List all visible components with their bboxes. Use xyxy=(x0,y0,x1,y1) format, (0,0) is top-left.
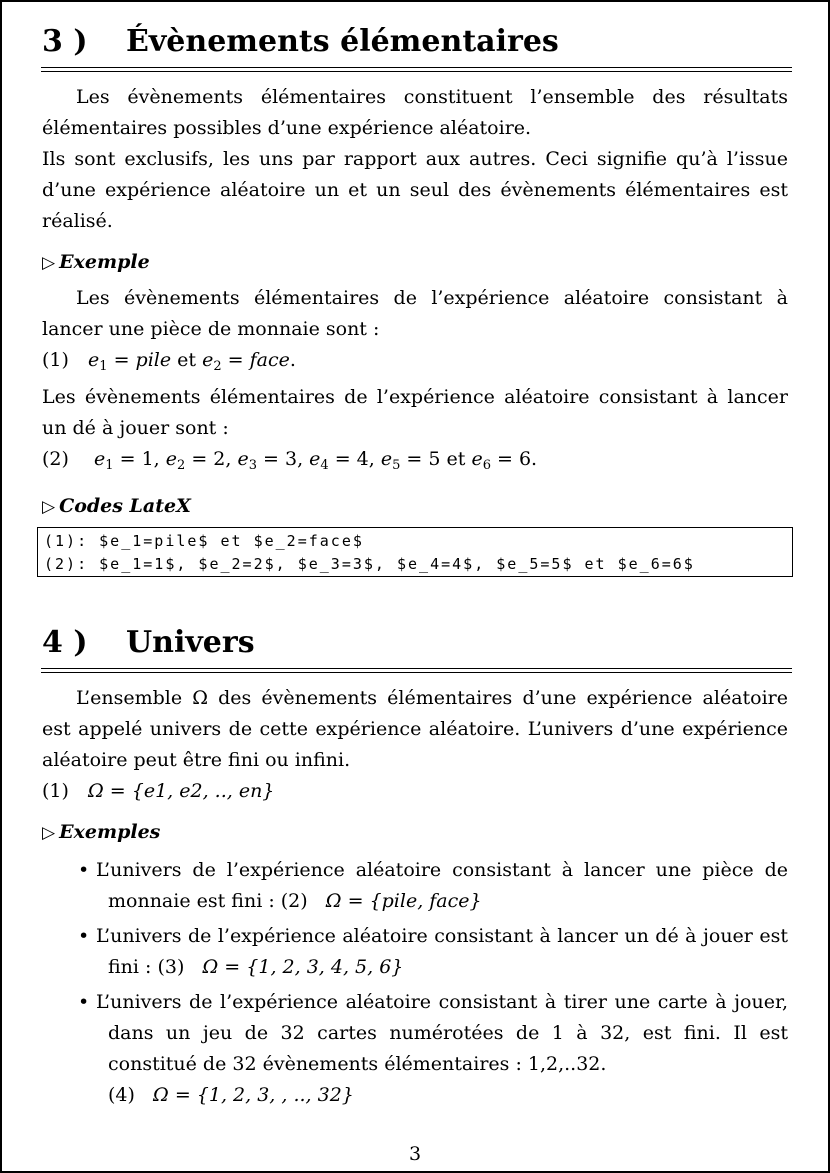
eq2-part: $e_1 = 1$, xyxy=(94,448,166,473)
list-item: • L’univers de l’expérience aléatoire consistant à lancer une pièce de monnaie est fini : (2) Ω = {pile, face} xyxy=(42,855,788,917)
heading-rule xyxy=(41,668,792,673)
triangle-right-icon: ▷ xyxy=(42,823,56,843)
eq2-part: $e_6 = 6$. xyxy=(471,448,538,473)
paragraph: Les évènements élémentaires constituent l’ensemble des résultats élémentaires possibles d’une expérience aléatoire. xyxy=(42,86,788,139)
eq2-part: $e_2 = 2$, xyxy=(165,448,238,473)
code-line: (2): $e_1=1$, $e_2=2$, $e_3=3$, $e_4=4$, $e_5=5$ et $e_6=6$ xyxy=(44,555,695,573)
triangle-right-icon: ▷ xyxy=(42,497,56,517)
eq2-part: $e_5 = 5$ et xyxy=(380,448,472,473)
paragraph: L’ensemble Ω des évènements élémentaires d’une expérience aléatoire est appelé univers de cette expérience aléatoire. L’univers d’une expérience aléatoire peut être fini ou infini. xyxy=(42,687,788,771)
list-item: • L’univers de l’expérience aléatoire consistant à tirer une carte à jouer, dans un jeu de 32 cartes numérotées de 1 à 32, est fini. Il est constitué de 32 évènements élémentaires : 1,2,..32. (4) Ω = {1, 2, 3, , .., 32} xyxy=(42,987,788,1111)
section-4-heading xyxy=(42,625,788,665)
latex-heading: ▷ Codes LateX xyxy=(42,495,191,517)
examples-heading: ▷ Exemples xyxy=(42,821,161,843)
page-number: 3 xyxy=(408,1143,422,1165)
equation-2: (2) $e_1 = 1$, $e_2 = 2$, $e_3 = 3$, $e_4 = 4$, $e_5 = 5$ et $e_6 = 6$. xyxy=(42,448,538,473)
examples-list xyxy=(42,855,788,1111)
code-line: (1): $e_1=pile$ et $e_2=face$ xyxy=(44,532,364,550)
eq2-part: $e_4 = 4$, xyxy=(309,448,381,473)
section-3-heading xyxy=(42,24,788,64)
paragraph: Ils sont exclusifs, les uns par rapport aux autres. Ceci signifie qu’à l’issue d’une expérience aléatoire un et un seul des évènements élémentaires est réalisé. xyxy=(42,148,788,232)
equation-omega: (1) Ω = {e1, e2, .., en} xyxy=(42,780,275,802)
latex-code-block[interactable] xyxy=(37,527,793,577)
paragraph: Les évènements élémentaires de l’expérience aléatoire consistant à lancer une pièce de monnaie sont : xyxy=(42,287,788,340)
triangle-right-icon: ▷ xyxy=(42,253,56,273)
section-title: Univers xyxy=(126,625,255,660)
section-number: 3 ) xyxy=(42,24,88,59)
section-title: Évènements élémentaires xyxy=(126,24,559,59)
equation-1: (1) $e_1$ = pile et $e_2$ = face. xyxy=(42,349,296,374)
eq2-part: $e_3 = 3$, xyxy=(237,448,310,473)
example-heading: ▷ Exemple xyxy=(42,251,150,273)
paragraph: Les évènements élémentaires de l’expérience aléatoire consistant à lancer un dé à jouer sont : xyxy=(42,386,788,439)
section-number: 4 ) xyxy=(42,625,88,660)
heading-rule xyxy=(41,67,792,72)
list-item: • L’univers de l’expérience aléatoire consistant à lancer un dé à jouer est fini : (3) Ω = {1, 2, 3, 4, 5, 6} xyxy=(42,921,788,983)
